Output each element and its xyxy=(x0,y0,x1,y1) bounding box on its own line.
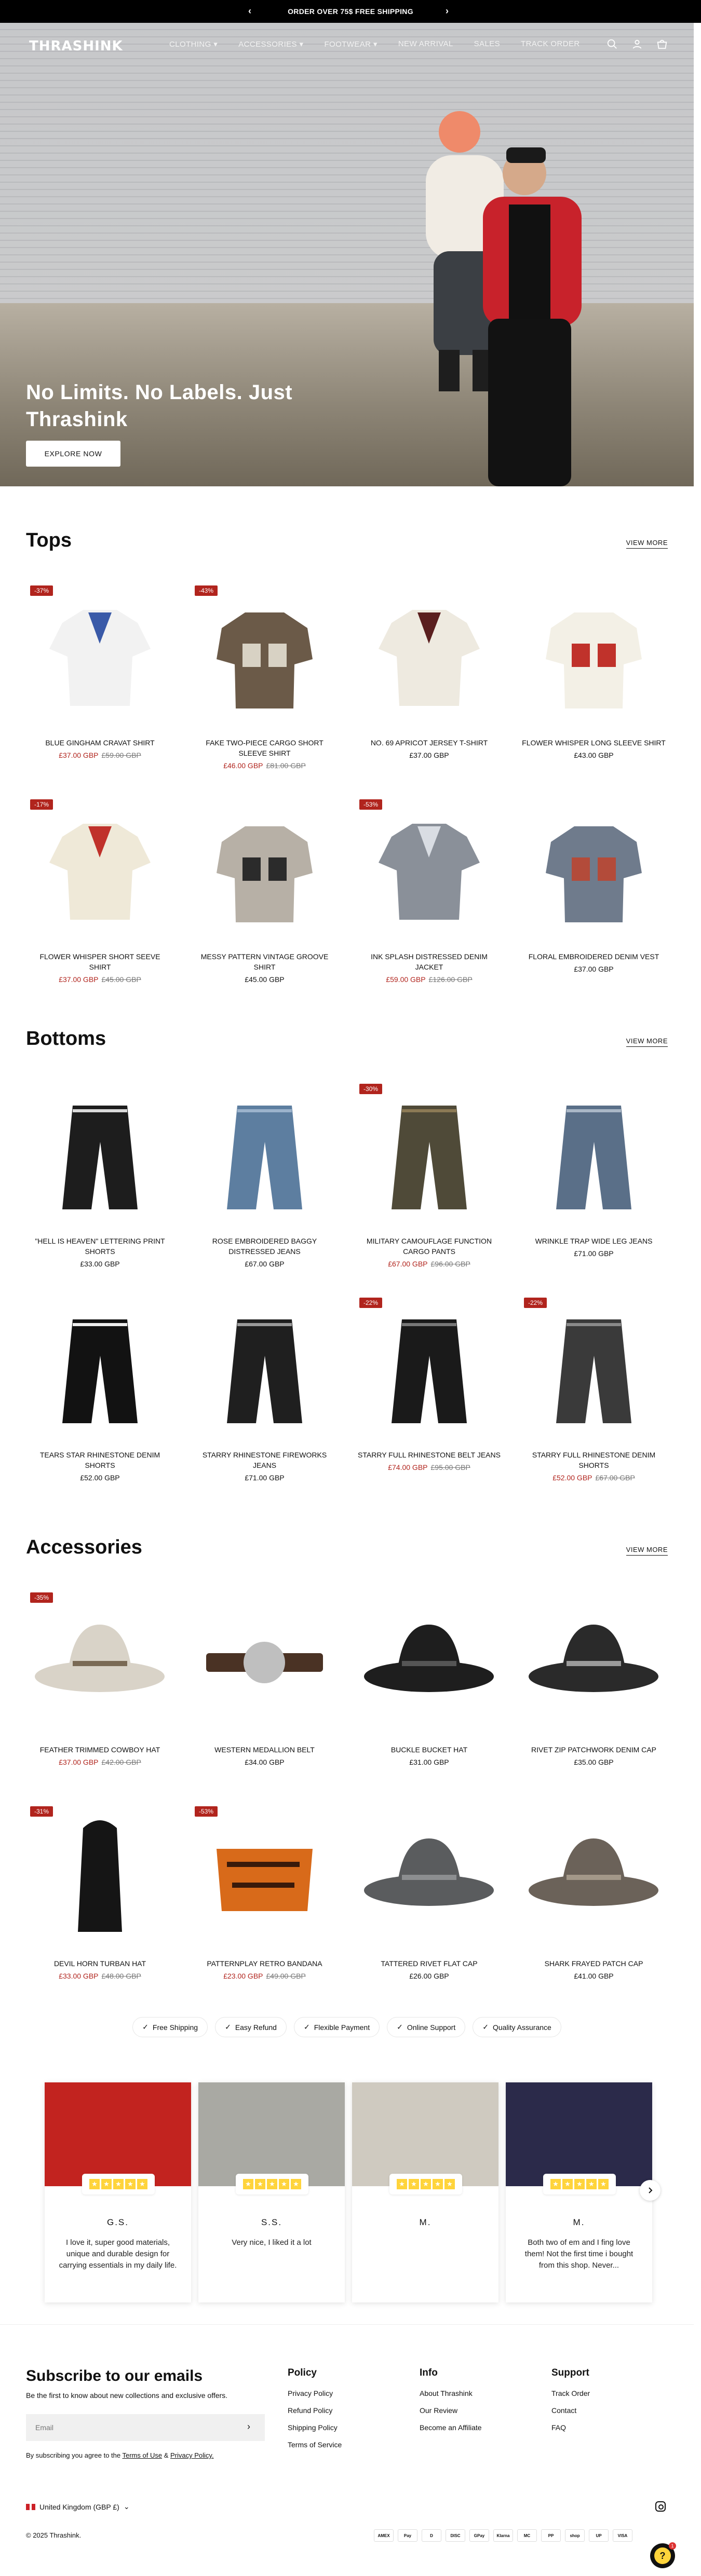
product-card[interactable] xyxy=(26,795,174,1003)
product-image[interactable] xyxy=(520,1588,668,1736)
klarna-icon: Klarna xyxy=(493,2529,513,2542)
announcement-text: ORDER OVER 75$ FREE SHIPPING xyxy=(288,7,413,16)
brand-logo[interactable]: THRASHINK xyxy=(29,38,123,54)
sale-price: £34.00 GBP xyxy=(245,1758,285,1766)
product-price xyxy=(26,1260,174,1268)
product-name[interactable]: TATTERED RIVET FLAT CAP xyxy=(381,1959,478,1968)
product-card[interactable] xyxy=(191,1080,339,1287)
discount-badge: -43% xyxy=(195,585,218,596)
check-icon: ✓ xyxy=(397,2023,403,2031)
product-price xyxy=(520,751,668,759)
product-card[interactable] xyxy=(191,1802,339,2010)
footer-link[interactable]: Privacy Policy xyxy=(288,2389,333,2397)
star-rating xyxy=(543,2174,616,2195)
review-card xyxy=(198,2082,345,2302)
compare-price: £126.00 GBP xyxy=(428,975,473,984)
footer-column-policy: Policy Privacy Policy Refund Policy Shipping Policy Terms of Service xyxy=(288,2367,342,2449)
star-icon: ★ xyxy=(433,2179,443,2189)
star-icon: ★ xyxy=(586,2179,597,2189)
email-submit-arrow-icon[interactable]: › xyxy=(247,2421,250,2432)
star-icon: ★ xyxy=(89,2179,100,2189)
region-selector[interactable]: United Kingdom (GBP £) ⌄ xyxy=(26,2502,130,2511)
product-image[interactable] xyxy=(191,581,339,729)
product-price xyxy=(355,1972,503,1980)
google-pay-icon: GPay xyxy=(469,2529,489,2542)
terms-of-use-link[interactable]: Terms of Use xyxy=(122,2451,163,2459)
explore-now-button[interactable]: EXPLORE NOW xyxy=(26,441,120,467)
product-image[interactable] xyxy=(191,1293,339,1441)
feature-easy-refund: ✓ Easy Refund xyxy=(215,2017,287,2037)
star-icon: ★ xyxy=(113,2179,124,2189)
product-price xyxy=(26,1972,174,1980)
sale-price: £37.00 GBP xyxy=(59,975,99,984)
discount-badge: -17% xyxy=(30,799,53,810)
product-name[interactable]: STARRY FULL RHINESTONE BELT JEANS xyxy=(358,1451,501,1459)
review-text: Very nice, I liked it a lot xyxy=(232,2238,312,2247)
product-name[interactable]: BLUE GINGHAM CRAVAT SHIRT xyxy=(45,739,155,747)
discount-badge: -22% xyxy=(524,1298,547,1308)
footer-link[interactable]: Terms of Service xyxy=(288,2441,342,2449)
product-image[interactable] xyxy=(520,1080,668,1228)
copyright: © 2025 Thrashink. xyxy=(26,2531,82,2539)
main-nav xyxy=(169,39,580,49)
product-image[interactable] xyxy=(355,1588,503,1736)
cart-icon[interactable] xyxy=(656,38,668,50)
review-card xyxy=(352,2082,498,2302)
product-name[interactable]: TEARS STAR RHINESTONE DENIM SHORTS xyxy=(39,1451,160,1469)
section-title-tops: Tops xyxy=(26,529,72,551)
product-grid-accessories xyxy=(26,1588,668,2010)
product-card[interactable] xyxy=(520,1080,668,1287)
product-image[interactable] xyxy=(191,1080,339,1228)
footer-column-info: Info About Thrashink Our Review Become an Affiliate xyxy=(420,2367,482,2432)
sale-price: £37.00 GBP xyxy=(409,751,449,759)
sale-price: £43.00 GBP xyxy=(574,751,614,759)
product-card[interactable] xyxy=(26,1802,174,2010)
subscribe-description: Be the first to know about new collections and exclusive offers. xyxy=(26,2391,228,2400)
product-price xyxy=(26,975,174,984)
announcement-bar xyxy=(0,0,701,23)
review-photo[interactable] xyxy=(506,2082,652,2186)
reviews-carousel xyxy=(45,2082,652,2302)
product-image[interactable] xyxy=(355,1293,503,1441)
product-name[interactable]: FAKE TWO-PIECE CARGO SHORT SLEEVE SHIRT xyxy=(206,739,323,757)
product-price xyxy=(520,1249,668,1258)
view-more-tops-link[interactable]: VIEW MORE xyxy=(626,539,668,549)
feature-flexible-payment: ✓ Flexible Payment xyxy=(294,2017,380,2037)
product-name[interactable]: MESSY PATTERN VINTAGE GROOVE SHIRT xyxy=(200,952,329,971)
email-input[interactable] xyxy=(26,2414,265,2441)
nav-footwear[interactable]: FOOTWEAR ▾ xyxy=(324,40,378,49)
product-image[interactable] xyxy=(355,795,503,943)
product-image[interactable] xyxy=(191,1588,339,1736)
compare-price: £67.00 GBP xyxy=(595,1474,635,1482)
compare-price: £48.00 GBP xyxy=(101,1972,141,1980)
product-card[interactable] xyxy=(520,1588,668,1796)
union-pay-icon: UP xyxy=(589,2529,609,2542)
review-card xyxy=(45,2082,191,2302)
nav-new-arrival[interactable]: NEW ARRIVAL xyxy=(398,39,453,48)
reviewer-name: M. xyxy=(419,2217,432,2227)
nav-sales[interactable]: SALES xyxy=(474,39,501,48)
product-price xyxy=(191,975,339,984)
product-image[interactable] xyxy=(191,1802,339,1950)
discount-badge: -37% xyxy=(30,585,53,596)
feature-free-shipping: ✓ Free Shipping xyxy=(132,2017,208,2037)
product-image[interactable] xyxy=(26,795,174,943)
apple-pay-icon: Pay xyxy=(398,2529,417,2542)
chevron-down-icon: ⌄ xyxy=(123,2502,130,2511)
product-price xyxy=(355,751,503,759)
product-image[interactable] xyxy=(355,1802,503,1950)
notification-dot: 1 xyxy=(669,2542,676,2550)
product-price xyxy=(355,975,503,984)
product-price xyxy=(355,1758,503,1766)
star-icon: ★ xyxy=(137,2179,147,2189)
star-icon: ★ xyxy=(101,2179,112,2189)
diners-icon: D xyxy=(422,2529,441,2542)
product-name[interactable]: SHARK FRAYED PATCH CAP xyxy=(544,1959,643,1968)
footer-link[interactable]: Contact xyxy=(551,2406,577,2415)
footer-link[interactable]: Shipping Policy xyxy=(288,2423,338,2432)
footer-link[interactable]: About Thrashink xyxy=(420,2389,473,2397)
product-card[interactable] xyxy=(520,795,668,1003)
product-image[interactable] xyxy=(191,795,339,943)
product-card[interactable] xyxy=(355,795,503,1003)
product-card[interactable] xyxy=(191,581,339,789)
sale-price: £46.00 GBP xyxy=(223,761,263,770)
compare-price: £42.00 GBP xyxy=(101,1758,141,1766)
product-name[interactable]: WRINKLE TRAP WIDE LEG JEANS xyxy=(535,1237,653,1245)
star-icon: ★ xyxy=(255,2179,265,2189)
footer-link[interactable]: Become an Affiliate xyxy=(420,2423,482,2432)
discount-badge: -35% xyxy=(30,1592,53,1603)
product-price xyxy=(191,1758,339,1766)
sale-price: £67.00 GBP xyxy=(245,1260,285,1268)
product-image[interactable] xyxy=(520,581,668,729)
product-image[interactable] xyxy=(355,1080,503,1228)
product-card[interactable] xyxy=(26,1080,174,1287)
product-price xyxy=(191,761,339,770)
check-icon: ✓ xyxy=(303,2023,310,2031)
product-name[interactable]: "HELL IS HEAVEN" LETTERING PRINT SHORTS xyxy=(35,1237,165,1256)
sale-price: £71.00 GBP xyxy=(245,1474,285,1482)
footer-link[interactable]: Track Order xyxy=(551,2389,590,2397)
product-card[interactable] xyxy=(520,1293,668,1501)
product-card[interactable] xyxy=(26,1293,174,1501)
review-photo[interactable] xyxy=(352,2082,498,2186)
announcement-next-arrow[interactable]: › xyxy=(446,6,449,16)
reviewer-name: M. xyxy=(573,2217,585,2227)
product-image[interactable] xyxy=(520,1293,668,1441)
star-icon: ★ xyxy=(562,2179,573,2189)
product-card[interactable] xyxy=(191,1588,339,1796)
sale-price: £67.00 GBP xyxy=(388,1260,428,1268)
product-card[interactable] xyxy=(26,1588,174,1796)
product-card[interactable] xyxy=(355,1293,503,1501)
view-more-accessories-link[interactable]: VIEW MORE xyxy=(626,1546,668,1556)
product-image[interactable] xyxy=(355,581,503,729)
product-grid-bottoms xyxy=(26,1080,668,1501)
sale-price: £41.00 GBP xyxy=(574,1972,614,1980)
product-name[interactable]: MILITARY CAMOUFLAGE FUNCTION CARGO PANTS xyxy=(366,1237,492,1256)
product-card[interactable] xyxy=(355,1802,503,2010)
view-more-bottoms-link[interactable]: VIEW MORE xyxy=(626,1037,668,1047)
review-photo[interactable] xyxy=(198,2082,345,2186)
product-name[interactable]: DEVIL HORN TURBAN HAT xyxy=(53,1959,146,1968)
discount-badge: -53% xyxy=(359,799,382,810)
nav-accessories[interactable]: ACCESSORIES ▾ xyxy=(238,40,304,49)
product-name[interactable]: INK SPLASH DISTRESSED DENIM JACKET xyxy=(371,952,488,971)
sale-price: £23.00 GBP xyxy=(223,1972,263,1980)
product-name[interactable]: STARRY FULL RHINESTONE DENIM SHORTS xyxy=(532,1451,656,1469)
star-rating xyxy=(236,2174,308,2195)
header-icons xyxy=(606,38,668,50)
help-chat-button[interactable] xyxy=(650,2543,675,2568)
review-photo[interactable] xyxy=(45,2082,191,2186)
star-rating xyxy=(82,2174,155,2195)
section-title-bottoms: Bottoms xyxy=(26,1028,106,1050)
search-icon[interactable] xyxy=(606,38,618,50)
product-image[interactable] xyxy=(26,1588,174,1736)
star-icon: ★ xyxy=(409,2179,419,2189)
product-card[interactable] xyxy=(520,1802,668,2010)
product-grid-tops xyxy=(26,581,668,1003)
announcement-prev-arrow[interactable]: ‹ xyxy=(248,6,252,16)
discount-badge: -30% xyxy=(359,1084,382,1094)
site-footer xyxy=(0,2324,694,2576)
amex-icon: AMEX xyxy=(374,2529,394,2542)
product-price xyxy=(355,1463,503,1471)
subscribe-terms: By subscribing you agree to the Terms of Use & Privacy Policy. xyxy=(26,2451,214,2459)
product-price xyxy=(520,1972,668,1980)
footer-link[interactable]: Our Review xyxy=(420,2406,458,2415)
product-price xyxy=(520,965,668,973)
review-card xyxy=(506,2082,652,2302)
star-icon: ★ xyxy=(444,2179,455,2189)
footer-link[interactable]: FAQ xyxy=(551,2423,567,2432)
sale-price: £52.00 GBP xyxy=(80,1474,120,1482)
visa-icon: VISA xyxy=(613,2529,632,2542)
chevron-right-icon xyxy=(646,2187,654,2194)
compare-price: £49.00 GBP xyxy=(266,1972,306,1980)
product-price xyxy=(26,1474,174,1482)
product-name[interactable]: FLOWER WHISPER SHORT SEEVE SHIRT xyxy=(39,952,160,971)
star-icon: ★ xyxy=(550,2179,561,2189)
product-card[interactable] xyxy=(355,1588,503,1796)
product-card[interactable] xyxy=(191,795,339,1003)
compare-price: £95.00 GBP xyxy=(430,1463,470,1471)
footer-column-support: Support Track Order Contact FAQ xyxy=(551,2367,590,2432)
product-card[interactable] xyxy=(520,581,668,789)
sale-price: £74.00 GBP xyxy=(388,1463,428,1471)
star-icon: ★ xyxy=(421,2179,431,2189)
star-icon: ★ xyxy=(574,2179,585,2189)
sale-price: £71.00 GBP xyxy=(574,1249,614,1258)
features-bar xyxy=(0,2017,694,2037)
discount-badge: -22% xyxy=(359,1298,382,1308)
star-icon: ★ xyxy=(397,2179,407,2189)
privacy-policy-link[interactable]: Privacy Policy. xyxy=(170,2451,214,2459)
check-icon: ✓ xyxy=(225,2023,231,2031)
product-price xyxy=(355,1260,503,1268)
sale-price: £26.00 GBP xyxy=(409,1972,449,1980)
subscribe-title: Subscribe to our emails xyxy=(26,2367,203,2384)
question-icon: ? xyxy=(654,2547,671,2564)
product-name[interactable]: PATTERNPLAY RETRO BANDANA xyxy=(207,1959,322,1968)
reviews-next-button[interactable] xyxy=(640,2180,660,2201)
discount-badge: -53% xyxy=(195,1806,218,1817)
sale-price: £33.00 GBP xyxy=(59,1972,99,1980)
product-name[interactable]: WESTERN MEDALLION BELT xyxy=(214,1746,315,1754)
sale-price: £35.00 GBP xyxy=(574,1758,614,1766)
product-price xyxy=(191,1474,339,1482)
product-card[interactable] xyxy=(355,581,503,789)
reviewer-name: G.S. xyxy=(106,2217,129,2227)
product-image[interactable] xyxy=(26,1802,174,1950)
product-image[interactable] xyxy=(26,1293,174,1441)
product-price xyxy=(191,1260,339,1268)
product-card[interactable] xyxy=(355,1080,503,1287)
sale-price: £59.00 GBP xyxy=(386,975,426,984)
section-title-accessories: Accessories xyxy=(26,1536,142,1558)
product-name[interactable]: FLORAL EMBROIDERED DENIM VEST xyxy=(528,952,659,961)
product-price xyxy=(26,1758,174,1766)
reviewer-name: S.S. xyxy=(261,2217,282,2227)
product-name[interactable]: ROSE EMBROIDERED BAGGY DISTRESSED JEANS xyxy=(212,1237,317,1256)
product-price xyxy=(191,1972,339,1980)
check-icon: ✓ xyxy=(142,2023,149,2031)
compare-price: £81.00 GBP xyxy=(266,761,306,770)
product-image[interactable] xyxy=(520,1802,668,1950)
discover-icon: DISC xyxy=(446,2529,465,2542)
feature-online-support: ✓ Online Support xyxy=(387,2017,465,2037)
payment-icons xyxy=(374,2529,632,2542)
instagram-icon[interactable] xyxy=(655,2501,666,2512)
star-icon: ★ xyxy=(279,2179,289,2189)
mastercard-icon: MC xyxy=(517,2529,537,2542)
star-icon: ★ xyxy=(267,2179,277,2189)
star-icon: ★ xyxy=(125,2179,136,2189)
review-text: I love it, super good materials, unique and durable design for carrying essentials in my daily life. xyxy=(59,2238,177,2270)
uk-flag-icon xyxy=(26,2504,35,2510)
sale-price: £37.00 GBP xyxy=(59,1758,99,1766)
sale-price: £37.00 GBP xyxy=(574,965,614,973)
feature-quality-assurance: ✓ Quality Assurance xyxy=(473,2017,561,2037)
product-price xyxy=(520,1474,668,1482)
product-name[interactable]: RIVET ZIP PATCHWORK DENIM CAP xyxy=(531,1746,656,1754)
product-price xyxy=(520,1758,668,1766)
product-name[interactable]: STARRY RHINESTONE FIREWORKS JEANS xyxy=(202,1451,327,1469)
product-name[interactable]: FLOWER WHISPER LONG SLEEVE SHIRT xyxy=(522,739,666,747)
product-name[interactable]: NO. 69 APRICOT JERSEY T-SHIRT xyxy=(370,739,488,747)
sale-price: £31.00 GBP xyxy=(409,1758,449,1766)
star-icon: ★ xyxy=(598,2179,609,2189)
hero-model-man xyxy=(462,132,597,486)
product-card[interactable] xyxy=(191,1293,339,1501)
sale-price: £52.00 GBP xyxy=(552,1474,592,1482)
star-icon: ★ xyxy=(243,2179,253,2189)
sale-price: £37.00 GBP xyxy=(59,751,99,759)
product-name[interactable]: FEATHER TRIMMED COWBOY HAT xyxy=(39,1746,160,1754)
compare-price: £96.00 GBP xyxy=(430,1260,470,1268)
compare-price: £59.00 GBP xyxy=(101,751,141,759)
hero-banner xyxy=(0,23,694,486)
nav-clothing[interactable]: CLOTHING ▾ xyxy=(169,40,218,49)
product-name[interactable]: BUCKLE BUCKET HAT xyxy=(390,1746,468,1754)
star-rating xyxy=(389,2174,462,2195)
compare-price: £45.00 GBP xyxy=(101,975,141,984)
review-text: Both two of em and I fing love them! Not the first time i bought from this shop. Never... xyxy=(524,2238,633,2270)
sale-price: £45.00 GBP xyxy=(245,975,285,984)
nav-track-order[interactable]: TRACK ORDER xyxy=(521,39,580,48)
account-icon[interactable] xyxy=(631,38,643,50)
product-image[interactable] xyxy=(26,581,174,729)
hero-headline: No Limits. No Labels. Just Thrashink xyxy=(26,381,293,431)
site-header xyxy=(0,23,694,69)
check-icon: ✓ xyxy=(482,2023,489,2031)
paypal-icon: PP xyxy=(541,2529,561,2542)
product-image[interactable] xyxy=(26,1080,174,1228)
product-price xyxy=(26,751,174,759)
star-icon: ★ xyxy=(291,2179,301,2189)
product-image[interactable] xyxy=(520,795,668,943)
discount-badge: -31% xyxy=(30,1806,53,1817)
product-card[interactable] xyxy=(26,581,174,789)
sale-price: £33.00 GBP xyxy=(80,1260,120,1268)
shop-pay-icon: shop xyxy=(565,2529,585,2542)
footer-link[interactable]: Refund Policy xyxy=(288,2406,333,2415)
